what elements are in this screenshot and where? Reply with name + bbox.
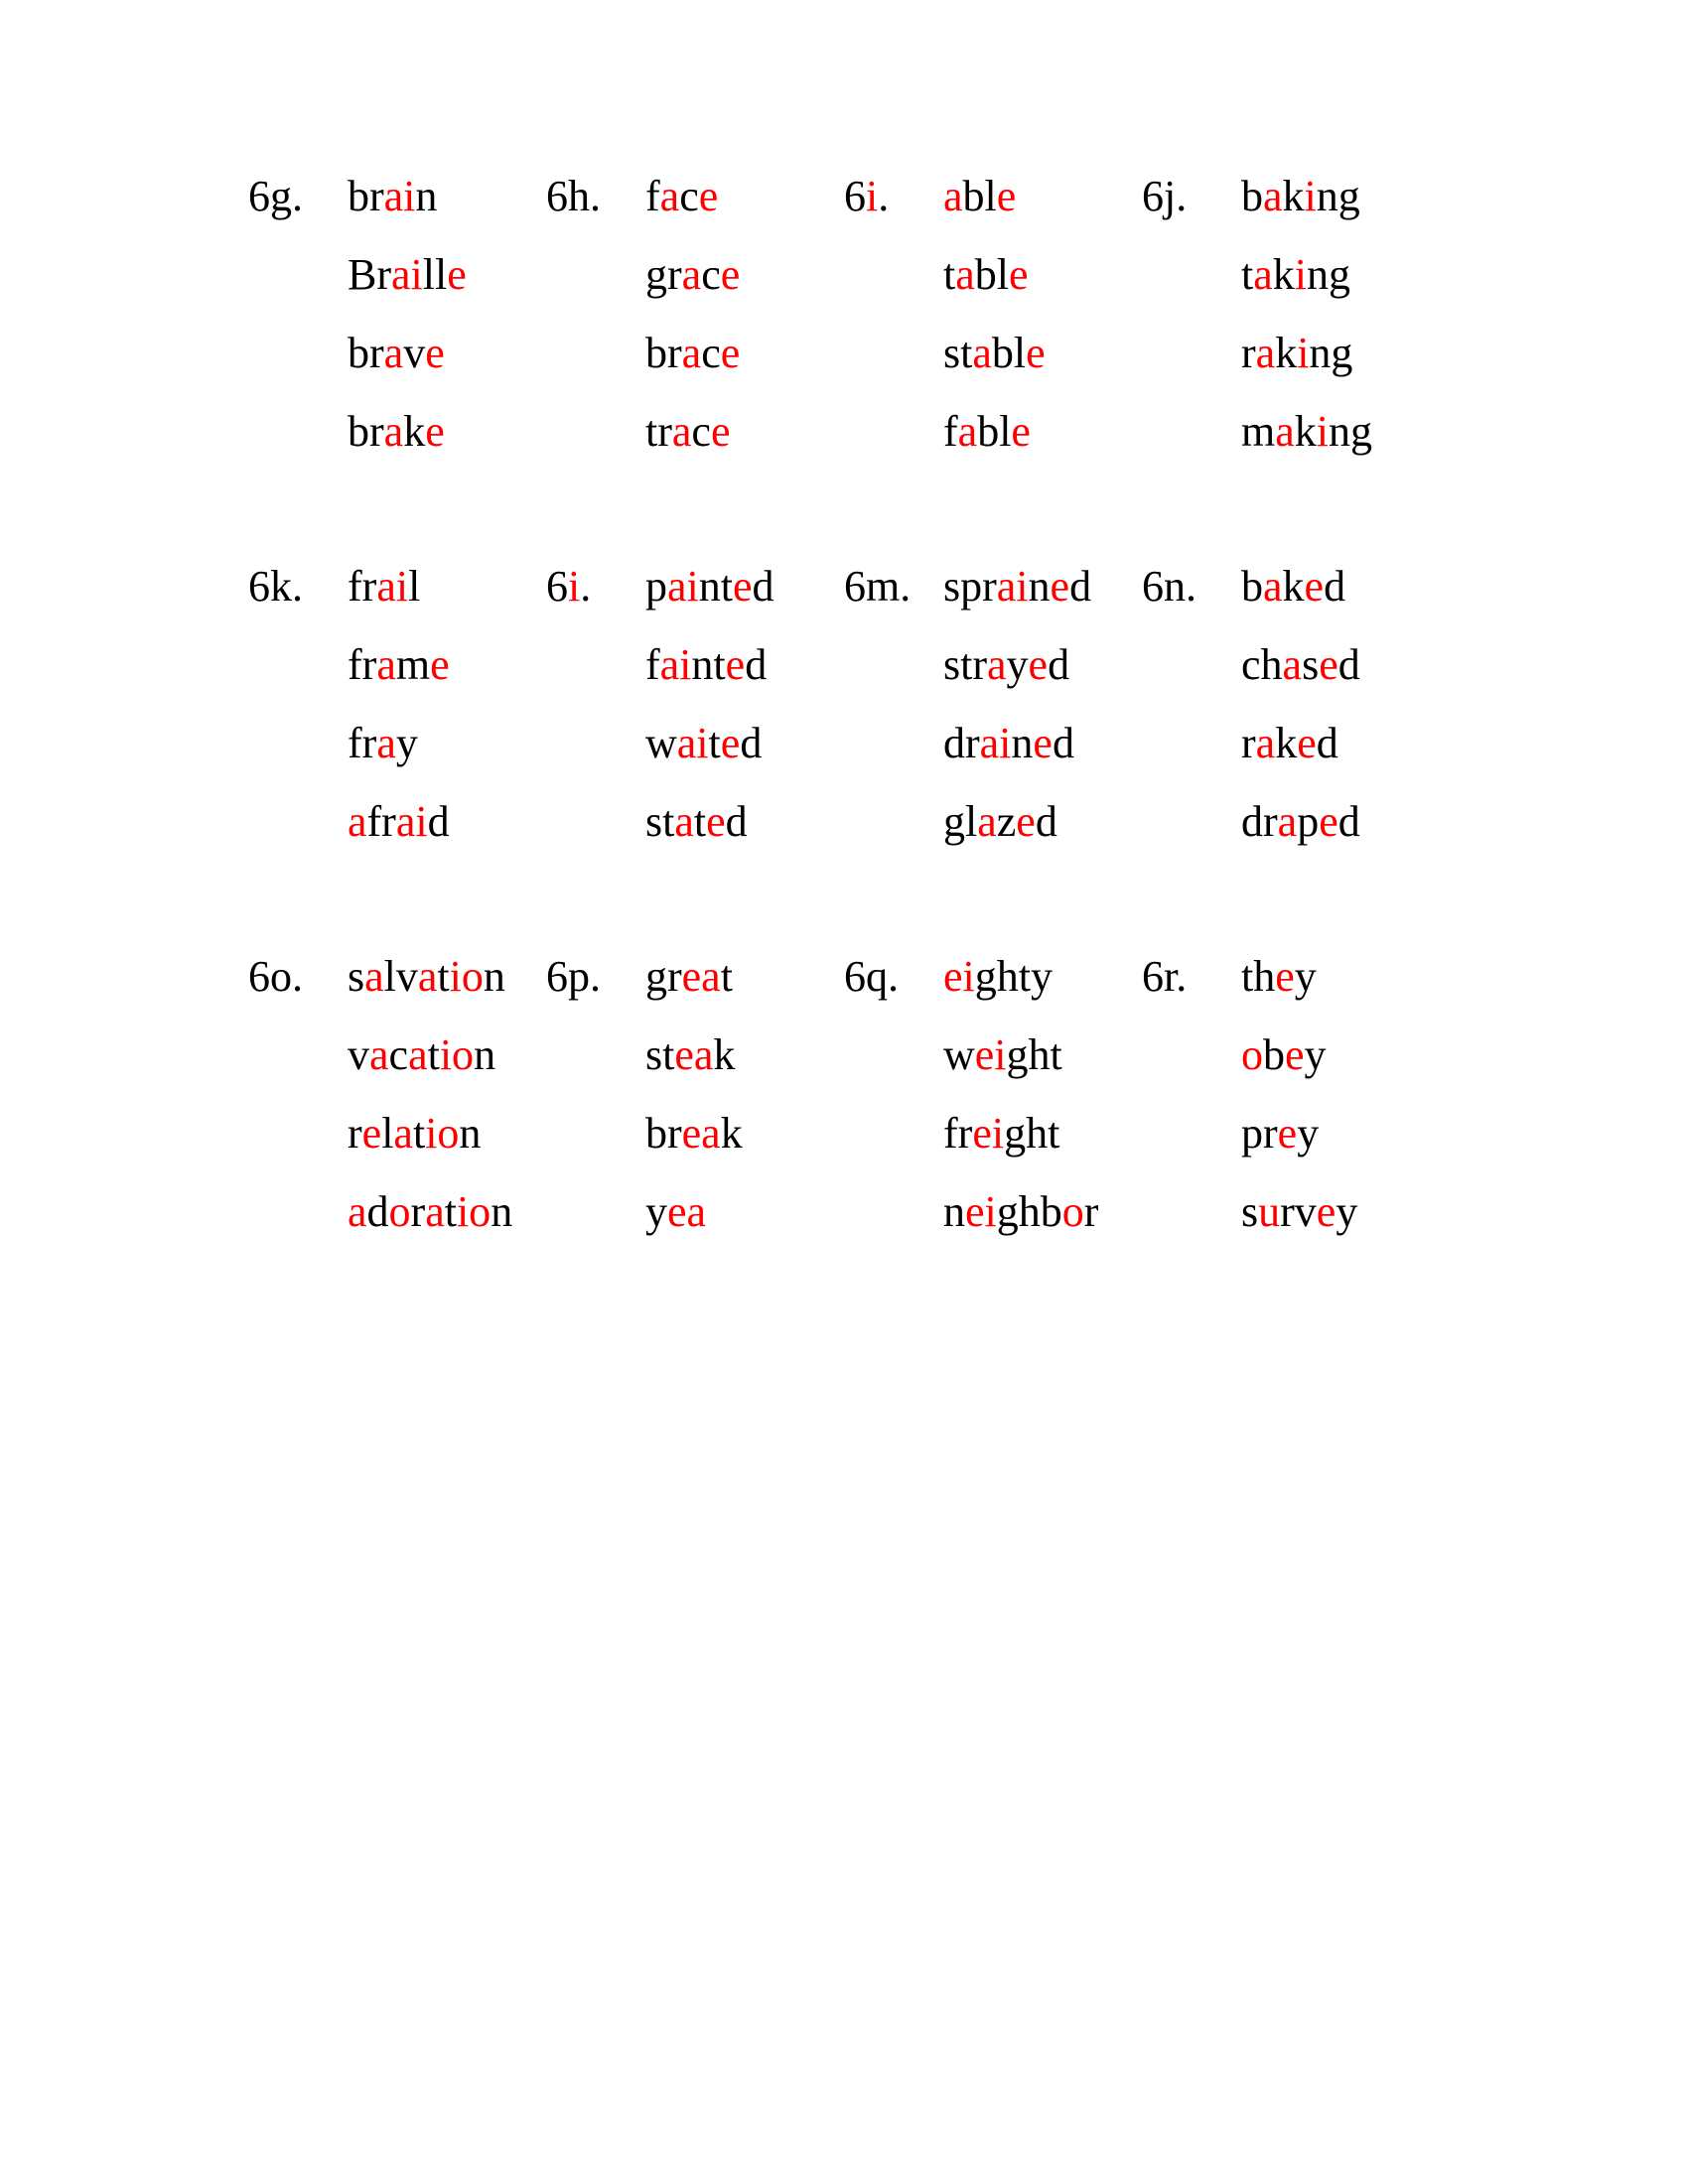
- plain-letters: d: [1035, 797, 1057, 846]
- highlighted-letters: a: [1255, 329, 1276, 377]
- plain-letters: 6n.: [1142, 562, 1196, 611]
- plain-letters: k: [1275, 329, 1298, 377]
- plain-letters: 6p.: [546, 952, 601, 1001]
- plain-letters: r: [369, 172, 384, 220]
- plain-letters: b: [348, 407, 369, 456]
- word-item: [645, 247, 740, 303]
- highlighted-letters: io: [425, 1109, 460, 1158]
- highlighted-letters: e: [425, 407, 445, 456]
- plain-letters: n: [474, 1030, 496, 1079]
- plain-letters: w: [645, 719, 677, 767]
- plain-letters: b: [348, 172, 369, 220]
- plain-letters: B: [348, 250, 377, 299]
- plain-letters: nt: [691, 640, 726, 689]
- plain-letters: b: [1241, 172, 1263, 220]
- word-item: [348, 716, 418, 771]
- word-item: [1241, 637, 1360, 693]
- highlighted-letters: a: [681, 250, 702, 299]
- plain-letters: b: [348, 329, 369, 377]
- highlighted-letters: i: [1304, 172, 1317, 220]
- word-item: [943, 247, 1029, 303]
- plain-letters: d: [1052, 719, 1074, 767]
- plain-letters: y: [1294, 952, 1317, 1001]
- plain-letters: y: [645, 1187, 667, 1236]
- exercise-label: [1142, 949, 1187, 1005]
- highlighted-letters: e: [1050, 562, 1070, 611]
- plain-letters: y: [1336, 1187, 1358, 1236]
- exercise-label: [844, 559, 911, 614]
- highlighted-letters: e: [1009, 250, 1029, 299]
- word-item: [943, 1106, 1059, 1161]
- highlighted-letters: a: [425, 1187, 445, 1236]
- highlighted-letters: ai: [676, 719, 709, 767]
- word-item: [645, 949, 733, 1005]
- plain-letters: fr: [366, 797, 396, 846]
- plain-letters: l: [408, 562, 421, 611]
- highlighted-letters: ai: [391, 250, 423, 299]
- plain-letters: b: [645, 329, 667, 377]
- word-item: [1241, 169, 1360, 224]
- word-item: [348, 169, 437, 224]
- plain-letters: n: [415, 172, 438, 220]
- plain-letters: g: [645, 250, 667, 299]
- plain-letters: d: [366, 1187, 389, 1236]
- highlighted-letters: a: [383, 329, 404, 377]
- plain-letters: 6j.: [1142, 172, 1188, 220]
- plain-letters: n: [491, 1187, 513, 1236]
- highlighted-letters: e: [425, 329, 445, 377]
- plain-letters: d: [1337, 640, 1360, 689]
- highlighted-letters: e: [1011, 407, 1031, 456]
- plain-letters: ng: [1316, 172, 1360, 220]
- word-item: [645, 1184, 706, 1240]
- plain-letters: .: [580, 562, 592, 611]
- plain-letters: rv: [1280, 1187, 1317, 1236]
- highlighted-letters: a: [393, 1109, 413, 1158]
- word-item: [943, 794, 1057, 850]
- plain-letters: 6m.: [844, 562, 912, 611]
- plain-letters: pr: [1241, 1109, 1278, 1158]
- highlighted-letters: e: [1033, 719, 1053, 767]
- plain-letters: b: [1241, 562, 1263, 611]
- plain-letters: st: [645, 797, 675, 846]
- plain-letters: w: [943, 1030, 975, 1079]
- plain-letters: d: [1048, 640, 1070, 689]
- plain-letters: k: [1294, 407, 1317, 456]
- plain-letters: nt: [698, 562, 733, 611]
- highlighted-letters: io: [456, 1187, 492, 1236]
- highlighted-letters: a: [348, 797, 367, 846]
- word-item: [1241, 1184, 1357, 1240]
- plain-letters: 6k.: [248, 562, 303, 611]
- plain-letters: 6r.: [1142, 952, 1188, 1001]
- highlighted-letters: ai: [659, 640, 692, 689]
- plain-letters: 6q.: [844, 952, 899, 1001]
- plain-letters: t: [412, 1109, 426, 1158]
- word-item: [645, 404, 730, 460]
- plain-letters: 6: [844, 172, 866, 220]
- highlighted-letters: ei: [943, 952, 975, 1001]
- highlighted-letters: i: [1297, 329, 1310, 377]
- plain-letters: 6g.: [248, 172, 303, 220]
- highlighted-letters: ea: [681, 952, 721, 1001]
- plain-letters: r: [1241, 719, 1256, 767]
- exercise-label: [248, 559, 303, 614]
- word-item: [943, 559, 1091, 614]
- highlighted-letters: a: [383, 407, 404, 456]
- highlighted-letters: a: [1253, 250, 1273, 299]
- plain-letters: y: [395, 719, 418, 767]
- plain-letters: t: [708, 719, 721, 767]
- highlighted-letters: e: [1297, 719, 1317, 767]
- plain-letters: r: [667, 329, 682, 377]
- plain-letters: n: [459, 1109, 482, 1158]
- plain-letters: str: [943, 640, 987, 689]
- highlighted-letters: ai: [996, 562, 1029, 611]
- highlighted-letters: e: [710, 407, 731, 456]
- highlighted-letters: a: [376, 719, 396, 767]
- highlighted-letters: e: [1319, 640, 1338, 689]
- highlighted-letters: ai: [383, 172, 416, 220]
- plain-letters: ghty: [974, 952, 1053, 1001]
- plain-letters: ng: [1309, 329, 1353, 377]
- word-item: [943, 326, 1046, 381]
- plain-letters: y: [1297, 1109, 1320, 1158]
- highlighted-letters: a: [674, 797, 694, 846]
- word-item: [348, 1027, 495, 1083]
- plain-letters: bl: [991, 329, 1027, 377]
- highlighted-letters: e: [720, 329, 741, 377]
- plain-letters: r: [657, 407, 672, 456]
- exercise-label: [546, 169, 601, 224]
- highlighted-letters: i: [1316, 407, 1329, 456]
- highlighted-letters: i: [568, 562, 581, 611]
- plain-letters: r: [1241, 329, 1256, 377]
- plain-letters: k: [713, 1030, 736, 1079]
- highlighted-letters: ea: [667, 1187, 707, 1236]
- plain-letters: gl: [943, 797, 978, 846]
- plain-letters: t: [720, 952, 733, 1001]
- plain-letters: st: [645, 1030, 675, 1079]
- highlighted-letters: a: [972, 329, 992, 377]
- plain-letters: dr: [1241, 797, 1278, 846]
- plain-letters: f: [645, 172, 660, 220]
- plain-letters: v: [403, 329, 426, 377]
- highlighted-letters: e: [698, 172, 719, 220]
- plain-letters: ll: [422, 250, 448, 299]
- plain-letters: lv: [383, 952, 418, 1001]
- plain-letters: d: [1324, 562, 1346, 611]
- highlighted-letters: ai: [376, 562, 409, 611]
- plain-letters: d: [745, 640, 768, 689]
- plain-letters: k: [1272, 250, 1295, 299]
- plain-letters: t: [427, 1030, 440, 1079]
- plain-letters: t: [645, 407, 658, 456]
- highlighted-letters: a: [364, 952, 384, 1001]
- plain-letters: .: [878, 172, 890, 220]
- highlighted-letters: e: [1285, 1030, 1305, 1079]
- word-item: [1241, 794, 1360, 850]
- highlighted-letters: ei: [974, 1030, 1007, 1079]
- highlighted-letters: a: [417, 952, 438, 1001]
- highlighted-letters: e: [430, 640, 450, 689]
- plain-letters: c: [701, 329, 721, 377]
- plain-letters: bl: [974, 250, 1009, 299]
- plain-letters: r: [376, 250, 392, 299]
- highlighted-letters: ei: [972, 1109, 1005, 1158]
- highlighted-letters: ai: [395, 797, 428, 846]
- plain-letters: r: [348, 1109, 362, 1158]
- highlighted-letters: i: [1294, 250, 1307, 299]
- word-item: [348, 404, 445, 460]
- plain-letters: d: [1316, 719, 1338, 767]
- word-item: [645, 169, 718, 224]
- plain-letters: fr: [348, 640, 377, 689]
- plain-letters: n: [1028, 562, 1051, 611]
- plain-letters: r: [1083, 1187, 1099, 1236]
- plain-letters: ghb: [996, 1187, 1062, 1236]
- highlighted-letters: e: [361, 1109, 382, 1158]
- word-item: [645, 559, 774, 614]
- highlighted-letters: e: [725, 640, 746, 689]
- highlighted-letters: a: [1282, 640, 1303, 689]
- highlighted-letters: a: [659, 172, 680, 220]
- plain-letters: br: [645, 1109, 682, 1158]
- plain-letters: 6h.: [546, 172, 601, 220]
- plain-letters: d: [1337, 797, 1360, 846]
- plain-letters: d: [1069, 562, 1092, 611]
- highlighted-letters: a: [348, 1187, 367, 1236]
- plain-letters: gr: [645, 952, 682, 1001]
- plain-letters: k: [1282, 172, 1305, 220]
- highlighted-letters: a: [977, 797, 997, 846]
- plain-letters: s: [348, 952, 365, 1001]
- highlighted-letters: io: [449, 952, 484, 1001]
- highlighted-letters: u: [1258, 1187, 1281, 1236]
- highlighted-letters: e: [720, 250, 741, 299]
- plain-letters: d: [725, 797, 748, 846]
- highlighted-letters: e: [1316, 1187, 1336, 1236]
- word-item: [348, 637, 450, 693]
- plain-letters: k: [403, 407, 426, 456]
- exercise-label: [844, 949, 899, 1005]
- plain-letters: f: [943, 407, 958, 456]
- word-item: [645, 716, 762, 771]
- word-item: [943, 169, 1016, 224]
- plain-letters: ght: [1004, 1109, 1060, 1158]
- word-item: [645, 326, 740, 381]
- plain-letters: n: [483, 952, 505, 1001]
- highlighted-letters: a: [1263, 562, 1283, 611]
- word-item: [943, 949, 1053, 1005]
- plain-letters: n: [943, 1187, 965, 1236]
- word-item: [943, 1184, 1098, 1240]
- highlighted-letters: a: [955, 250, 975, 299]
- highlighted-letters: a: [376, 640, 396, 689]
- plain-letters: t: [1241, 250, 1254, 299]
- word-item: [1241, 404, 1372, 460]
- word-item: [348, 1184, 512, 1240]
- highlighted-letters: a: [1255, 719, 1276, 767]
- plain-letters: fr: [348, 719, 377, 767]
- highlighted-letters: o: [1061, 1187, 1084, 1236]
- highlighted-letters: ai: [667, 562, 699, 611]
- plain-letters: b: [1263, 1030, 1285, 1079]
- word-item: [943, 637, 1069, 693]
- plain-letters: r: [369, 407, 384, 456]
- plain-letters: d: [427, 797, 450, 846]
- plain-letters: n: [1011, 719, 1034, 767]
- word-item: [943, 1027, 1062, 1083]
- word-item: [348, 1106, 481, 1161]
- highlighted-letters: e: [1275, 952, 1295, 1001]
- plain-letters: m: [1241, 407, 1276, 456]
- word-item: [943, 716, 1074, 771]
- word-item: [1241, 326, 1352, 381]
- word-item: [348, 247, 467, 303]
- word-item: [348, 559, 420, 614]
- word-item: [645, 637, 767, 693]
- plain-letters: r: [410, 1187, 426, 1236]
- highlighted-letters: ei: [965, 1187, 997, 1236]
- highlighted-letters: a: [987, 640, 1007, 689]
- plain-letters: st: [943, 329, 973, 377]
- plain-letters: m: [395, 640, 431, 689]
- word-item: [645, 1027, 735, 1083]
- plain-letters: y: [1304, 1030, 1327, 1079]
- highlighted-letters: e: [1016, 797, 1036, 846]
- highlighted-letters: e: [733, 562, 753, 611]
- highlighted-letters: e: [1026, 329, 1046, 377]
- plain-letters: d: [752, 562, 774, 611]
- highlighted-letters: e: [706, 797, 726, 846]
- highlighted-letters: a: [1275, 407, 1295, 456]
- highlighted-letters: e: [996, 172, 1017, 220]
- plain-letters: c: [679, 172, 699, 220]
- word-item: [1241, 1027, 1327, 1083]
- plain-letters: ch: [1241, 640, 1283, 689]
- exercise-label: [546, 559, 591, 614]
- highlighted-letters: e: [1304, 562, 1325, 611]
- plain-letters: dr: [943, 719, 980, 767]
- highlighted-letters: a: [943, 172, 963, 220]
- plain-letters: ght: [1006, 1030, 1062, 1079]
- plain-letters: k: [1275, 719, 1298, 767]
- word-item: [1241, 559, 1345, 614]
- highlighted-letters: io: [439, 1030, 475, 1079]
- word-item: [1241, 716, 1338, 771]
- word-item: [348, 794, 450, 850]
- plain-letters: y: [1006, 640, 1029, 689]
- highlighted-letters: e: [447, 250, 467, 299]
- plain-letters: ng: [1329, 407, 1372, 456]
- highlighted-letters: a: [369, 1030, 389, 1079]
- highlighted-letters: o: [388, 1187, 411, 1236]
- highlighted-letters: ai: [979, 719, 1012, 767]
- plain-letters: ng: [1307, 250, 1350, 299]
- highlighted-letters: a: [408, 1030, 428, 1079]
- plain-letters: p: [645, 562, 667, 611]
- plain-letters: s: [1302, 640, 1320, 689]
- plain-letters: spr: [943, 562, 997, 611]
- plain-letters: z: [996, 797, 1017, 846]
- plain-letters: c: [691, 407, 711, 456]
- plain-letters: v: [348, 1030, 369, 1079]
- highlighted-letters: a: [681, 329, 702, 377]
- plain-letters: t: [943, 250, 956, 299]
- plain-letters: r: [667, 250, 682, 299]
- highlighted-letters: e: [1319, 797, 1338, 846]
- plain-letters: d: [740, 719, 763, 767]
- highlighted-letters: e: [1028, 640, 1049, 689]
- plain-letters: r: [369, 329, 384, 377]
- plain-letters: t: [693, 797, 707, 846]
- plain-letters: l: [381, 1109, 394, 1158]
- highlighted-letters: a: [1277, 797, 1298, 846]
- word-item: [1241, 949, 1317, 1005]
- highlighted-letters: a: [671, 407, 692, 456]
- plain-letters: c: [388, 1030, 409, 1079]
- exercise-label: [248, 949, 303, 1005]
- plain-letters: p: [1297, 797, 1320, 846]
- highlighted-letters: ea: [674, 1030, 714, 1079]
- word-item: [943, 404, 1031, 460]
- word-item: [1241, 247, 1350, 303]
- plain-letters: fr: [348, 562, 377, 611]
- plain-letters: t: [437, 952, 450, 1001]
- plain-letters: c: [701, 250, 721, 299]
- plain-letters: t: [444, 1187, 457, 1236]
- word-item: [1241, 1106, 1319, 1161]
- word-item: [645, 794, 748, 850]
- word-item: [645, 1106, 743, 1161]
- exercise-label: [248, 169, 303, 224]
- plain-letters: bl: [977, 407, 1012, 456]
- plain-letters: k: [1282, 562, 1305, 611]
- plain-letters: fr: [943, 1109, 973, 1158]
- plain-letters: 6o.: [248, 952, 303, 1001]
- highlighted-letters: o: [1241, 1030, 1263, 1079]
- plain-letters: bl: [962, 172, 997, 220]
- exercise-label: [1142, 169, 1187, 224]
- highlighted-letters: e: [720, 719, 741, 767]
- plain-letters: f: [645, 640, 660, 689]
- plain-letters: s: [1241, 1187, 1259, 1236]
- plain-letters: 6: [546, 562, 568, 611]
- highlighted-letters: a: [1263, 172, 1283, 220]
- exercise-label: [844, 169, 889, 224]
- word-item: [348, 326, 445, 381]
- exercise-label: [546, 949, 601, 1005]
- exercise-label: [1142, 559, 1196, 614]
- highlighted-letters: ea: [681, 1109, 721, 1158]
- plain-letters: k: [720, 1109, 743, 1158]
- highlighted-letters: a: [957, 407, 978, 456]
- highlighted-letters: i: [866, 172, 879, 220]
- highlighted-letters: e: [1277, 1109, 1298, 1158]
- word-item: [348, 949, 505, 1005]
- plain-letters: th: [1241, 952, 1276, 1001]
